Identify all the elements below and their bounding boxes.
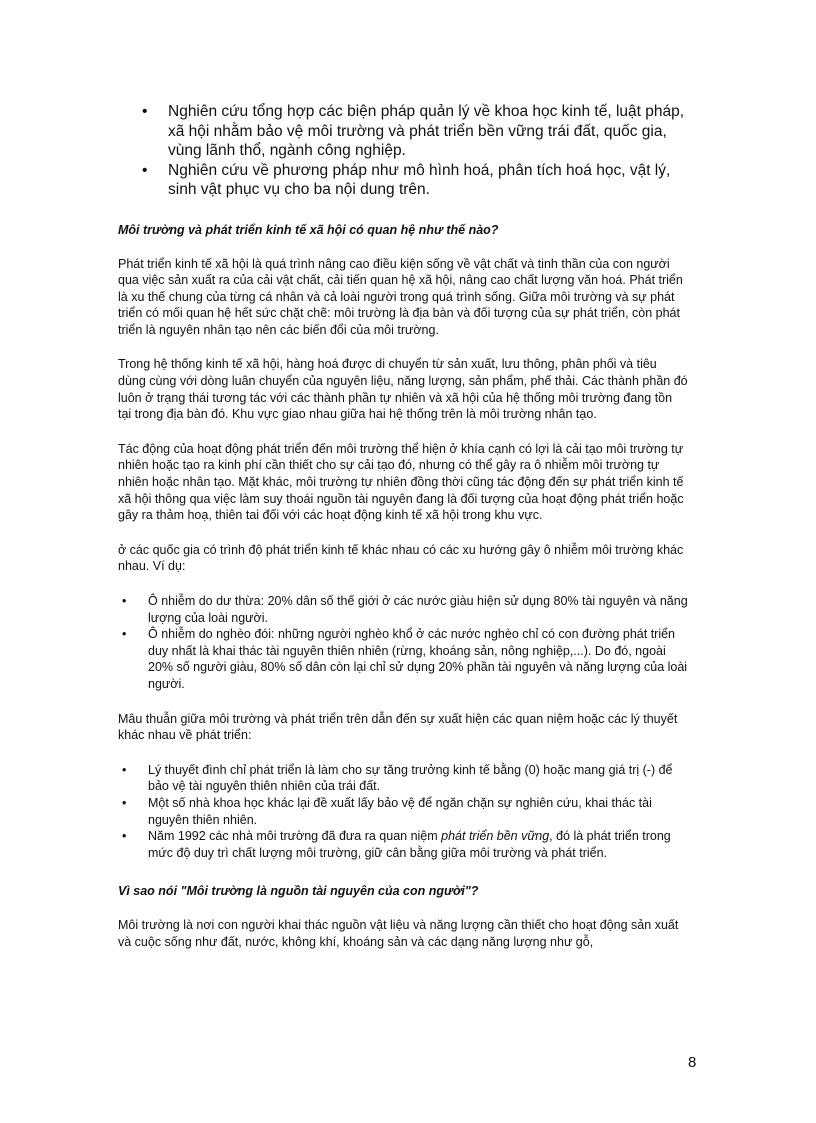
list-item: • Một số nhà khoa học khác lại đề xuất lấy bảo vệ để ngăn chặn sự nghiên cứu, khai thác tài nguyên thiên nhiên. xyxy=(148,795,688,828)
paragraph: Môi trường là nơi con người khai thác nguồn vật liệu và năng lượng cần thiết cho hoạt động sản xuất và cuộc sống như đất, nước, không khí, khoáng sản và các dạng năng lượng như gỗ, xyxy=(118,918,679,949)
list-item: • Ô nhiễm do nghèo đói: những người nghèo khổ ở các nước nghèo chỉ có con đường phát triển duy nhất là khai thác tài nguyên thiên nhiên (rừng, khoáng sản, nông nghiệp,...). Do đó, ngoài 20% số người giàu, 80% số dân còn lại chỉ sử dụng 20% phần tài nguyên và năng lượng của loài người. xyxy=(148,626,688,692)
list-item: • Ô nhiễm do dư thừa: 20% dân số thế giới ở các nước giàu hiện sử dụng 80% tài nguyên và năng lượng của loài người. xyxy=(148,593,688,626)
paragraph: Trong hệ thống kinh tế xã hội, hàng hoá được di chuyển từ sản xuất, lưu thông, phân phối và tiêu dùng cùng với dòng luân chuyển của nguyên liệu, năng lượng, sản phẩm, phế thải. Các thành phần đó luôn ở trạng thái tương tác với các thành phần tự nhiên và xã hội của hệ thống môi trường đang tồn tại trong địa bàn đó. Khu vực giao nhau giữa hai hệ thống trên là môi trường nhân tạo. xyxy=(118,357,688,422)
paragraph: Tác động của hoạt động phát triển đến môi trường thể hiện ở khía cạnh có lợi là cải tạo môi trường tự nhiên hoặc tạo ra kinh phí cần thiết cho sự cải tạo đó, nhưng có thể gây ra ô nhiễm môi trường tự nhiên hoặc nhân tạo. Mặt khác, môi trường tự nhiên đồng thời cũng tác động đến sự phát triển kinh tế xã hội thông qua việc làm suy thoái nguồn tài nguyên đang là đối tượng của hoạt động phát triển hoặc gây ra thảm hoạ, thiên tai đối với các hoạt động kinh tế xã hội trong khu vực. xyxy=(118,441,684,523)
section-heading-environment-development: Môi trường và phát triển kinh tế xã hội có quan hệ như thế nào? xyxy=(118,222,499,237)
section-heading-environment-resource: Vì sao nói "Môi trường là nguồn tài nguyên của con người"? xyxy=(118,884,479,899)
list-item xyxy=(148,828,688,861)
research-bullet-list xyxy=(168,102,688,200)
pollution-bullet-list xyxy=(148,593,688,693)
list-item: • Lý thuyết đình chỉ phát triển là làm cho sự tăng trưởng kinh tế bằng (0) hoặc mang giá trị (-) để bảo vệ tài nguyên thiên nhiên của trái đất. xyxy=(148,762,688,795)
list-item: • Nghiên cứu tổng hợp các biện pháp quản lý về khoa học kinh tế, luật pháp, xã hội nhằm bảo vệ môi trường và phát triển bền vững trái đất, quốc gia, vùng lãnh thổ, ngành công nghiệp. xyxy=(168,102,688,161)
emphasis-sustainable-development: phát triển bền vững xyxy=(441,829,550,844)
paragraph: Mâu thuẫn giữa môi trường và phát triển trên dẫn đến sự xuất hiện các quan niệm hoặc các lý thuyết khác nhau về phát triển: xyxy=(118,711,678,743)
text-run: Năm 1992 các nhà môi trường đã đưa ra quan niệm xyxy=(148,829,442,844)
paragraph: Phát triển kinh tế xã hội là quá trình nâng cao điều kiện sống về vật chất và tinh thần của con người qua việc sản xuất ra của cải vật chất, cải tiến quan hệ xã hội, nâng cao chất lượng văn hoá. Phát triển là xu thế chung của từng cá nhân và cả loài người trong quá trình sống. Giữa môi trường và sự phát triển có mối quan hệ hết sức chặt chẽ: môi trường là địa bàn và đối tượng của sự phát triển, còn phát triển là nguyên nhân tạo nên các biến đổi của môi trường. xyxy=(118,256,683,337)
list-item: • Nghiên cứu về phương pháp như mô hình hoá, phân tích hoá học, vật lý, sinh vật phục vụ cho ba nội dung trên. xyxy=(168,161,688,200)
text-run: , đó là phát triển trong mức độ duy trì chất lượng môi trường, giữ cân bằng giữa môi trường và phát triển. xyxy=(148,829,671,860)
page-number: 8 xyxy=(688,1054,697,1071)
page-content xyxy=(118,102,688,951)
paragraph: ở các quốc gia có trình độ phát triển kinh tế khác nhau có các xu hướng gây ô nhiễm môi trường khác nhau. Ví dụ: xyxy=(118,542,684,574)
theory-bullet-list xyxy=(148,762,688,862)
